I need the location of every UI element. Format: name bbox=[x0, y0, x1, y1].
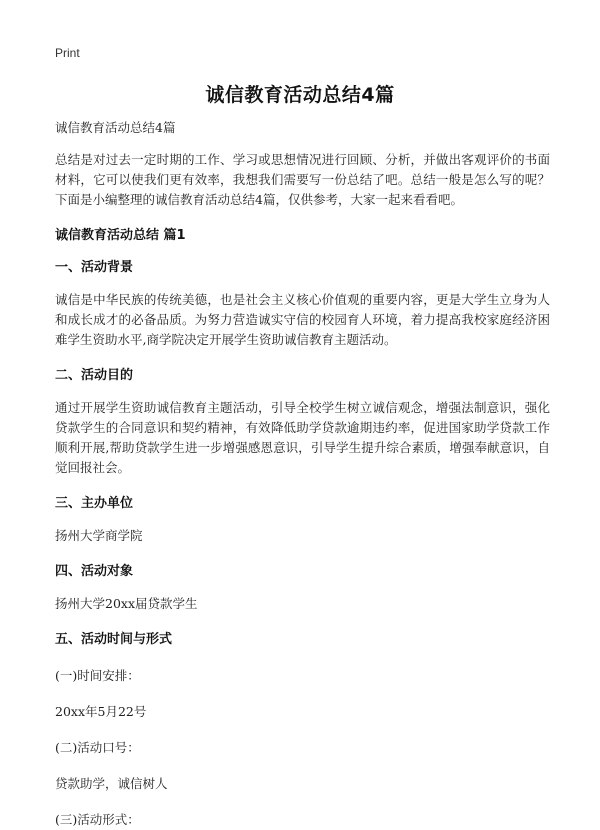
time-label: (一)时间安排： bbox=[55, 668, 140, 683]
section-heading-target: 四、活动对象 bbox=[55, 564, 134, 579]
section-body-target: 扬州大学20xx届贷款学生 bbox=[55, 596, 198, 611]
slogan-label: (二)活动口号： bbox=[55, 740, 140, 755]
intro-paragraph: 总结是对过去一定时期的工作、学习或思想情况进行回顾、分析，并做出客观评价的书面材料，它可以使我们更有效率，我想我们需要写一份总结了吧。总结一般是怎么写的呢？下面是小编整理的诚信教育活动总结4篇，仅供参考，大家一起来看看吧。 bbox=[55, 152, 550, 207]
part-heading: 诚信教育活动总结 篇1 bbox=[55, 228, 186, 243]
section-heading-time-form: 五、活动时间与形式 bbox=[55, 632, 173, 647]
section-heading-background: 一、活动背景 bbox=[55, 260, 134, 275]
section-body-background: 诚信是中华民族的传统美德，也是社会主义核心价值观的重要内容，更是大学生立身为人和成长成才的必备品质。为努力营造诚实守信的校园育人环境，着力提高我校家庭经济困难学生资助水平,商学院决定开展学生资助诚信教育主题活动。 bbox=[55, 292, 550, 347]
subtitle-line: 诚信教育活动总结4篇 bbox=[55, 120, 176, 135]
section-body-organizer: 扬州大学商学院 bbox=[55, 528, 143, 543]
time-value: 20xx年5月22号 bbox=[55, 704, 147, 719]
document-title: 诚信教育活动总结4篇 bbox=[205, 84, 395, 106]
document-body bbox=[55, 118, 550, 830]
section-heading-organizer: 三、主办单位 bbox=[55, 496, 134, 511]
print-label[interactable]: Print bbox=[55, 46, 80, 60]
form-label: (三)活动形式： bbox=[55, 812, 140, 827]
section-body-purpose: 通过开展学生资助诚信教育主题活动，引导全校学生树立诚信观念，增强法制意识，强化贷款学生的合同意识和契约精神，有效降低助学贷款逾期违约率，促进国家助学贷款工作顺利开展,帮助贷款学生进一步增强感恩意识，引导学生提升综合素质，增强奉献意识，自觉回报社会。 bbox=[55, 400, 550, 475]
section-heading-purpose: 二、活动目的 bbox=[55, 368, 134, 383]
slogan-value: 贷款助学，诚信树人 bbox=[55, 776, 168, 791]
